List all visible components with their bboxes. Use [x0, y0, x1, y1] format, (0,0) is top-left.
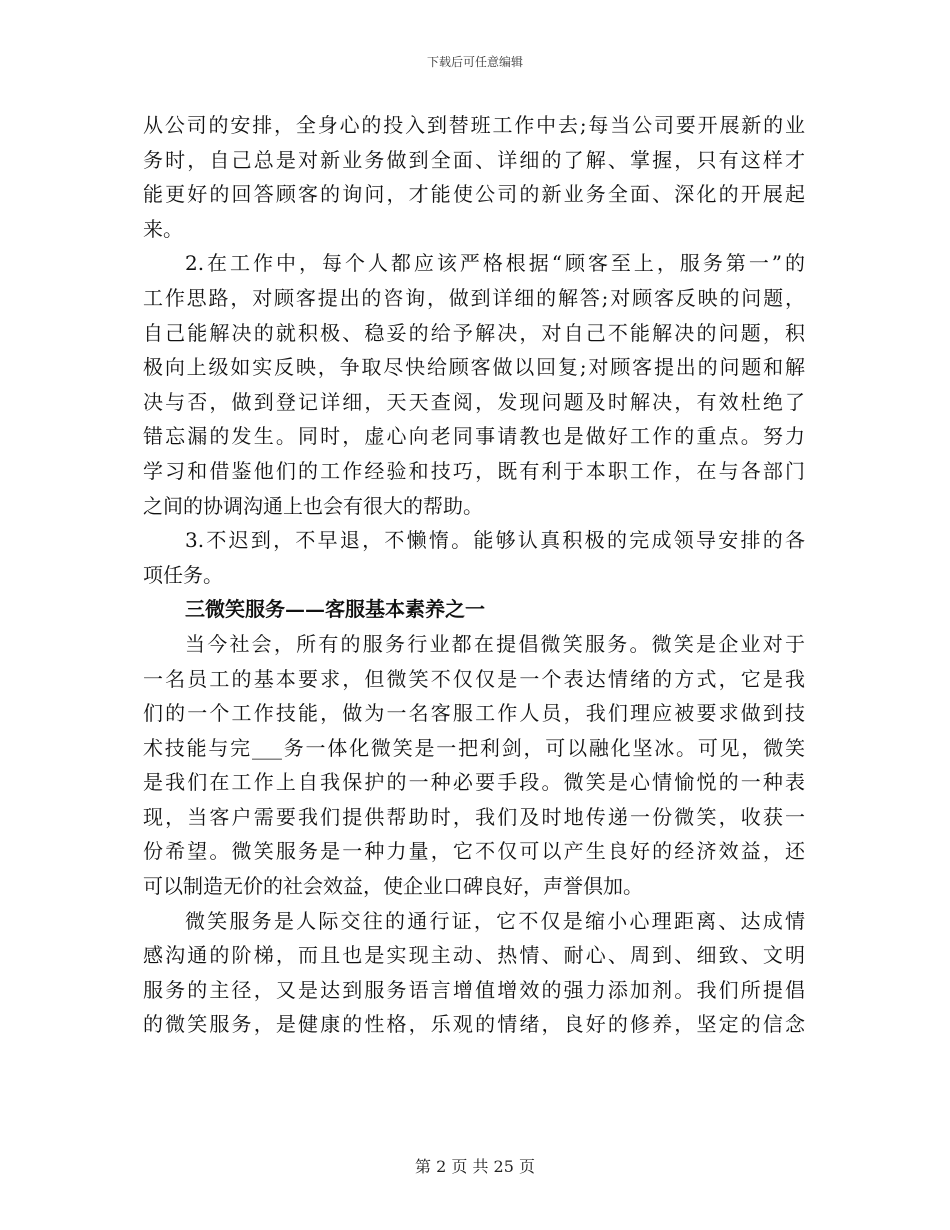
text-line: 务时，自己总是对新业务做到全面、详细的了解、掌握，只有这样才: [143, 147, 805, 172]
section-heading: 三微笑服务——客服基本素养之一: [185, 597, 485, 622]
text-line: 感沟通的阶梯，而且也是实现主动、热情、耐心、周到、细致、文明: [143, 943, 805, 968]
text-line: 极向上级如实反映，争取尽快给顾客做以回复;对顾客提出的问题和解: [143, 355, 805, 380]
text-line: 当今社会，所有的服务行业都在提倡微笑服务。微笑是企业对于: [185, 631, 805, 656]
text-line: 项任务。: [143, 562, 223, 587]
header-note: 下载后可任意编辑: [426, 55, 523, 69]
text-line: 自己能解决的就积极、稳妥的给予解决，对自己不能解决的问题，积: [143, 320, 805, 345]
page-number: 第 2 页 共 25 页: [415, 1157, 535, 1176]
text-line: 现，当客户需要我们提供帮助时，我们及时地传递一份微笑，收获一: [143, 804, 805, 829]
text-line: 2.在工作中，每个人都应该严格根据“顾客至上，服务第一”的: [185, 251, 805, 276]
text-line: 可以制造无价的社会效益，使企业口碑良好，声誉倶加。: [143, 874, 643, 899]
text-line: 的微笑服务，是健康的性格，乐观的情绪，良好的修养，坚定的信念: [143, 1012, 805, 1037]
text-line: 们的一个工作技能，做为一名客服工作人员，我们理应被要求做到技: [143, 701, 805, 726]
text-line: 3.不迟到，不早退，不懒惰。能够认真积极的完成领导安排的各: [185, 528, 805, 553]
text-line: 术技能与完___务一体化微笑是一把利剑，可以融化坚冰。可见，微笑: [143, 735, 805, 760]
text-line: 从公司的安排，全身心的投入到替班工作中去;每当公司要开展新的业: [143, 113, 805, 137]
text-line: 来。: [143, 216, 183, 241]
text-line: 之间的协调沟通上也会有很大的帮助。: [143, 493, 483, 518]
document-body: [143, 108, 805, 1042]
text-line: 一名员工的基本要求，但微笑不仅仅是一个表达情绪的方式，它是我: [143, 666, 805, 691]
text-line: 微笑服务是人际交往的通行证，它不仅是缩小心理距离、达成情: [185, 908, 805, 933]
text-line: 学习和借鉴他们的工作经验和技巧，既有利于本职工作，在与各部门: [143, 458, 805, 483]
text-line: 是我们在工作上自我保护的一种必要手段。微笑是心情愉悦的一种表: [143, 770, 805, 795]
text-line: 能更好的回答顾客的询问，才能使公司的新业务全面、深化的开展起: [143, 182, 805, 207]
text-line: 份希望。微笑服务是一种力量，它不仅可以产生良好的经济效益，还: [143, 839, 805, 864]
text-line: 服务的主径，又是达到服务语言增值增效的强力添加剂。我们所提倡: [143, 977, 805, 1002]
text-line: 决与否，做到登记详细，天天查阅，发现问题及时解决，有效杜绝了: [143, 389, 805, 414]
text-line: 工作思路，对顾客提出的咨询，做到详细的解答;对顾客反映的问题，: [143, 285, 805, 310]
text-line: 错忘漏的发生。同时，虚心向老同事请教也是做好工作的重点。努力: [143, 424, 805, 449]
